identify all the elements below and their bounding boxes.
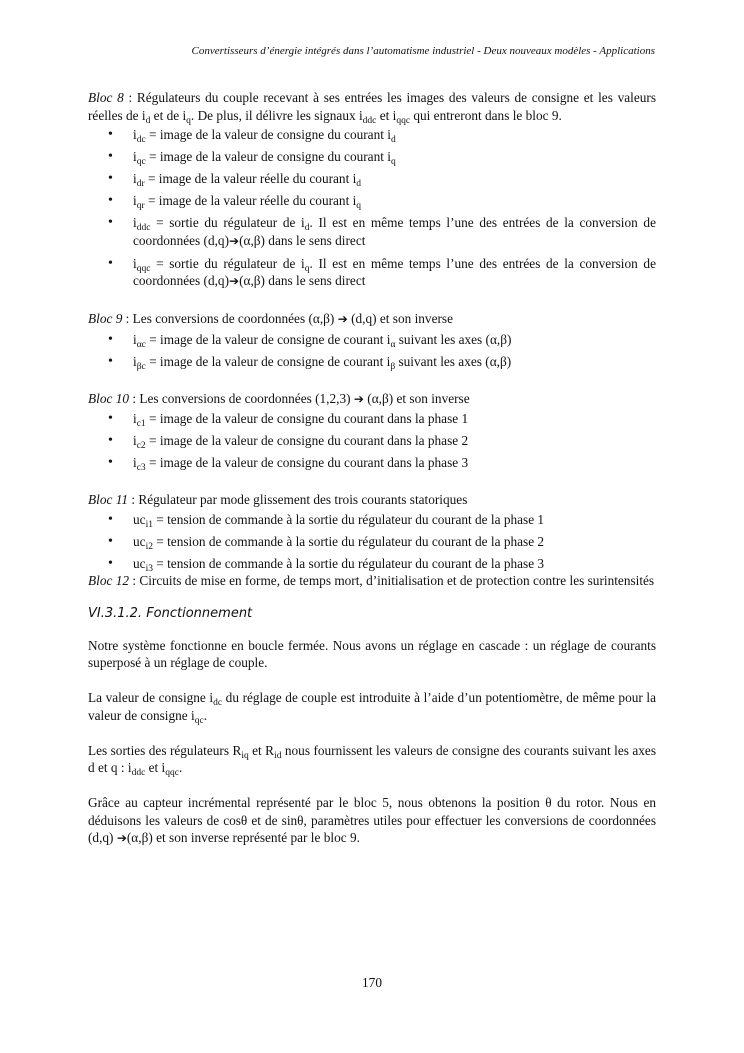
bloc9-list	[88, 331, 656, 371]
list-item: • $i_{\alpha c}$ = image de la valeur de consigne de courant $i_\alpha$ suivant les axes (α,β)	[108, 331, 512, 350]
list-item: • $i_{qqc}$ = sortie du régulateur de $i_q$. Il est en même temps l’une des entrées de la conversion de coordonnées (d,q)➔(α,β) dans le sens direct	[108, 255, 656, 288]
bullet-icon: •	[108, 127, 113, 142]
bloc9-label: Bloc 9	[88, 311, 123, 326]
bloc10-label: Bloc 10	[88, 390, 129, 406]
bloc12-label: Bloc 12	[88, 573, 129, 588]
list-item: • $i_{dc}$ = image de la valeur de consigne du courant $i_d$	[108, 127, 396, 145]
list-item: • $i_{c1}$ = image de la valeur de consigne du courant dans la phase 1	[108, 411, 469, 429]
bloc10-list	[88, 410, 656, 472]
list-item: • $uc_{i1}$ = tension de commande à la sortie du régulateur du courant de la phase 1	[108, 511, 545, 530]
bullet-icon: •	[108, 255, 113, 271]
paragraph-3: Les sorties des régulateurs $R_{iq}$ et $R_{id}$ nous fournissent les valeurs de consigne des courants suivant les axes d et q : $i_{ddc}$ et $i_{qqc}$.	[88, 742, 656, 778]
bloc12-paragraph: Bloc 12 : Circuits de mise en forme, de temps mort, d’initialisation et de protection contre les surintensités	[88, 573, 655, 588]
bullet-icon: •	[108, 331, 113, 347]
list-item: • $i_{c2}$ = image de la valeur de consigne du courant dans la phase 2	[108, 433, 469, 451]
bullet-icon: •	[108, 411, 113, 426]
bullet-icon: •	[108, 215, 113, 230]
bullet-icon: •	[108, 353, 113, 369]
list-item: • $i_{qc}$ = image de la valeur de consigne du courant $i_q$	[108, 149, 396, 167]
bloc10-paragraph: Bloc 10 : Les conversions de coordonnées (1,2,3) ➔ (α,β) et son inverse	[88, 390, 470, 406]
list-item: • $i_{qr}$ = image de la valeur réelle du courant $i_q$	[108, 193, 362, 211]
bullet-icon: •	[108, 533, 113, 549]
right-arrow-icon: ➔	[337, 312, 348, 326]
right-arrow-icon: ➔	[229, 274, 240, 288]
bullet-icon: •	[108, 171, 113, 186]
paragraph-2: La valeur de consigne $i_{dc}$ du réglage de couple est introduite à l’aide d’un potentiomètre, de même pour la valeur de consigne $i_{qc}$.	[88, 690, 656, 726]
list-item: • $i_{dr}$ = image de la valeur réelle du courant $i_d$	[108, 171, 362, 189]
right-arrow-icon: ➔	[116, 831, 127, 845]
bloc11-paragraph: Bloc 11 : Régulateur par mode glissement des trois courants statoriques	[88, 492, 468, 507]
list-item: • $i_{\beta c}$ = image de la valeur de consigne de courant $i_\beta$ suivant les axes (α,β)	[108, 353, 512, 372]
bullet-icon: •	[108, 455, 113, 470]
right-arrow-icon: ➔	[353, 391, 364, 406]
bloc8-label: Bloc 8	[88, 90, 124, 105]
paragraph-4: Grâce au capteur incrémental représenté par le bloc 5, nous obtenons la position θ du rotor. Nous en déduisons les valeurs de cosθ et de sinθ, paramètres utiles pour effectuer les conversions de coordonnées (d,q) ➔(α,β) et son inverse représenté par le bloc 9.	[88, 795, 656, 845]
list-item: • $uc_{i2}$ = tension de commande à la sortie du régulateur du courant de la phase 2	[108, 533, 545, 552]
bloc8-paragraph: Bloc 8 : Régulateurs du couple recevant à ses entrées les images des valeurs de consigne et les valeurs réelles de $i_d$ et de $i_q$. De plus, il délivre les signaux $i_{ddc}$ et $i_{qqc}$ qui entreront dans le bloc 9.	[88, 90, 656, 126]
paragraph-1: Notre système fonctionne en boucle fermée. Nous avons un réglage en cascade : un réglage de courants superposé à un réglage de couple.	[88, 637, 656, 670]
bullet-icon: •	[108, 555, 113, 571]
page-body	[88, 89, 656, 848]
bloc8-list	[88, 126, 656, 291]
bullet-icon: •	[108, 433, 113, 448]
running-header: Convertisseurs d’énergie intégrés dans l’automatisme industriel - Deux nouveaux modèles - Applications	[191, 45, 655, 57]
list-item: • $i_{ddc}$ = sortie du régulateur de $i_d$. Il est en même temps l’une des entrées de la conversion de coordonnées (d,q)➔(α,β) dans le sens direct	[108, 215, 656, 248]
list-item: • $i_{c3}$ = image de la valeur de consigne du courant dans la phase 3	[108, 455, 469, 473]
bullet-icon: •	[108, 149, 113, 164]
list-item: • $uc_{i3}$ = tension de commande à la sortie du régulateur du courant de la phase 3	[108, 555, 545, 574]
bullet-icon: •	[108, 193, 113, 208]
bloc11-list	[88, 511, 656, 573]
bloc11-label: Bloc 11	[88, 492, 129, 507]
right-arrow-icon: ➔	[229, 233, 240, 248]
page-number: 170	[362, 975, 382, 990]
bloc9-paragraph: Bloc 9 : Les conversions de coordonnées (α,β) ➔ (d,q) et son inverse	[88, 311, 453, 326]
section-title: VI.3.1.2. Fonctionnement	[88, 605, 253, 621]
bullet-icon: •	[108, 511, 113, 527]
